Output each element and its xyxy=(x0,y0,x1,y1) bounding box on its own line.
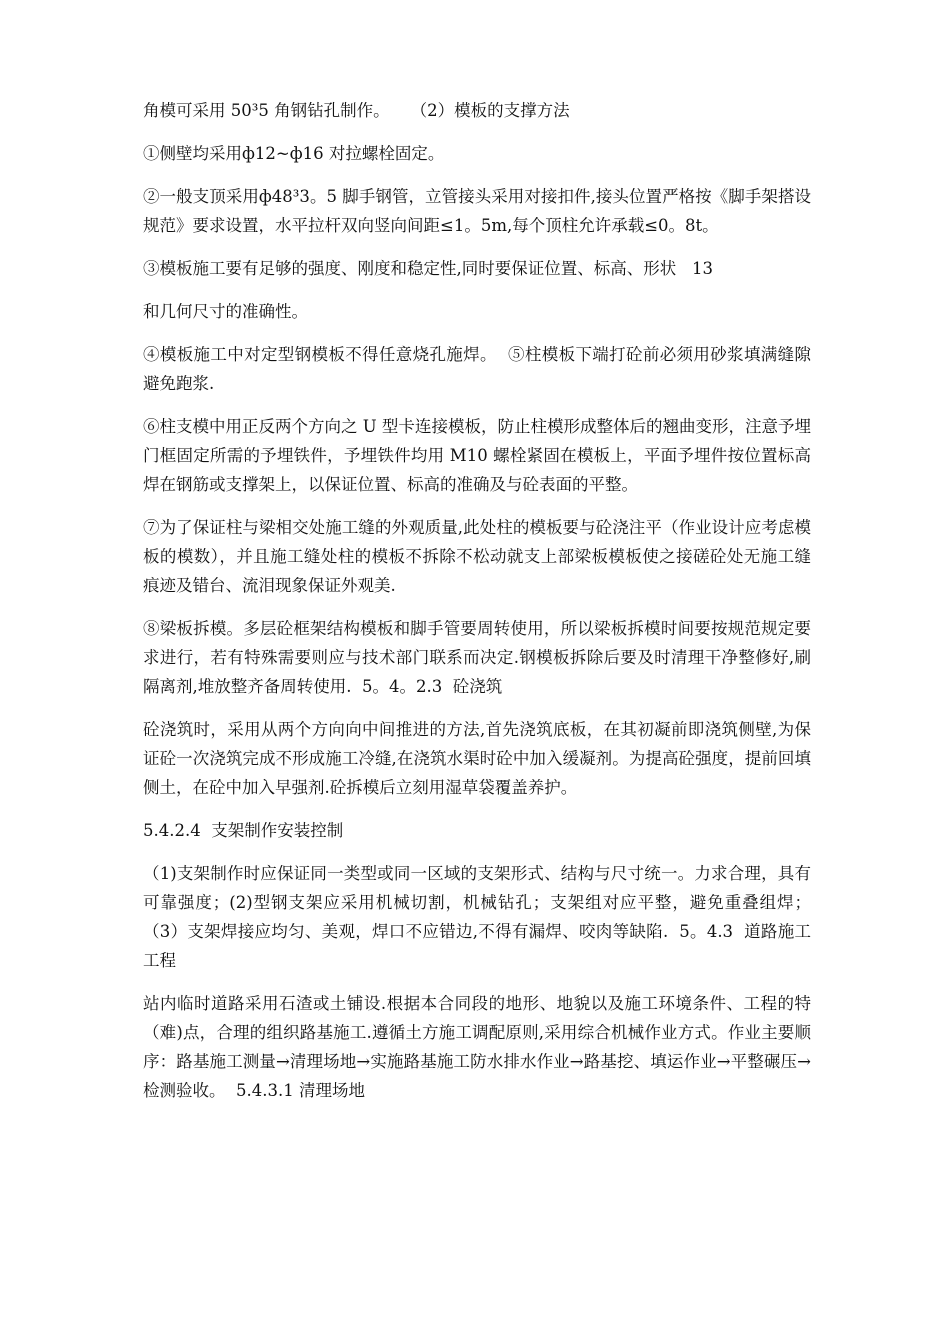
paragraph-concrete-pouring: 砼浇筑时，采用从两个方向向中间推进的方法,首先浇筑底板，在其初凝前即浇筑侧壁,为保证砼一次浇筑完成不形成施工冷缝,在浇筑水渠时砼中加入缓凝剂。为提高砼强度，提前回填侧土，在砼中加入早强剂.砼拆模后立刻用湿草袋覆盖养护。 xyxy=(143,720,811,797)
paragraph-item-2: ②一般支顶采用ф48³3。5 脚手钢管，立管接头采用对接扣件,接头位置严格按《脚手架搭设规范》要求设置，水平拉杆双向竖向间距≤1。5m,每个顶柱允许承载≤0。8t。 xyxy=(143,187,811,235)
paragraph-support-frame: （1)支架制作时应保证同一类型或同一区域的支架形式、结构与尺寸统一。力求合理，具有可靠强度；(2)型钢支架应采用机械切割，机械钻孔；支架组对应平整，避免重叠组焊； （3）支架焊接应均匀、美观，焊口不应错边,不得有漏焊、咬肉等缺陷. 5。4.3 道路施工工程 xyxy=(143,864,822,970)
document-page xyxy=(143,96,822,1119)
paragraph-item-3-continued: 和几何尺寸的准确性。 xyxy=(143,302,308,321)
paragraph-item-3: ③模板施工要有足够的强度、刚度和稳定性,同时要保证位置、标高、形状 13 xyxy=(143,259,713,278)
paragraph-item-1: ①侧壁均采用ф12~ф16 对拉螺栓固定。 xyxy=(143,144,445,163)
paragraph-item-8: ⑧梁板拆模。多层砼框架结构模板和脚手管要周转使用，所以梁板拆模时间要按规范规定要求进行，若有特殊需要则应与技术部门联系而决定.钢模板拆除后要及时清理干净整修好,刷隔离剂,堆放整齐备周转使用. 5。4。2.3 砼浇筑 xyxy=(143,619,811,696)
paragraph-road-construction: 站内临时道路采用石渣或土铺设.根据本合同段的地形、地貌以及施工环境条件、工程的特（难)点，合理的组织路基施工.遵循土方施工调配原则,采用综合机械作业方式。作业主要顺序：路基施工测量→清理场地→实施路基施工防水排水作业→路基挖、填运作业→平整碾压→检测验收。 5.4.3.1 清理场地 xyxy=(143,994,811,1100)
section-heading-support-frame: 5.4.2.4 支架制作安装控制 xyxy=(143,821,344,840)
paragraph-item-6: ⑥柱支模中用正反两个方向之 U 型卡连接模板，防止柱模形成整体后的翘曲变形，注意予埋门框固定所需的予埋铁件，予埋铁件均用 M10 螺栓紧固在模板上，平面予埋件按位置标高焊在钢筋或支撑架上，以保证位置、标高的准确及与砼表面的平整。 xyxy=(143,417,811,494)
paragraph-item-7: ⑦为了保证柱与梁相交处施工缝的外观质量,此处柱的模板要与砼浇注平（作业设计应考虑模板的模数），并且施工缝处柱的模板不拆除不松动就支上部梁板模板使之接磋砼处无施工缝痕迹及错台、流泪现象保证外观美. xyxy=(143,518,811,595)
paragraph-formwork-angle: 角模可采用 50³5 角钢钻孔制作。 （2）模板的支撑方法 xyxy=(143,101,570,120)
paragraph-item-4-5: ④模板施工中对定型钢模板不得任意烧孔施焊。 ⑤柱模板下端打砼前必须用砂浆填满缝隙避免跑浆. xyxy=(143,345,811,393)
